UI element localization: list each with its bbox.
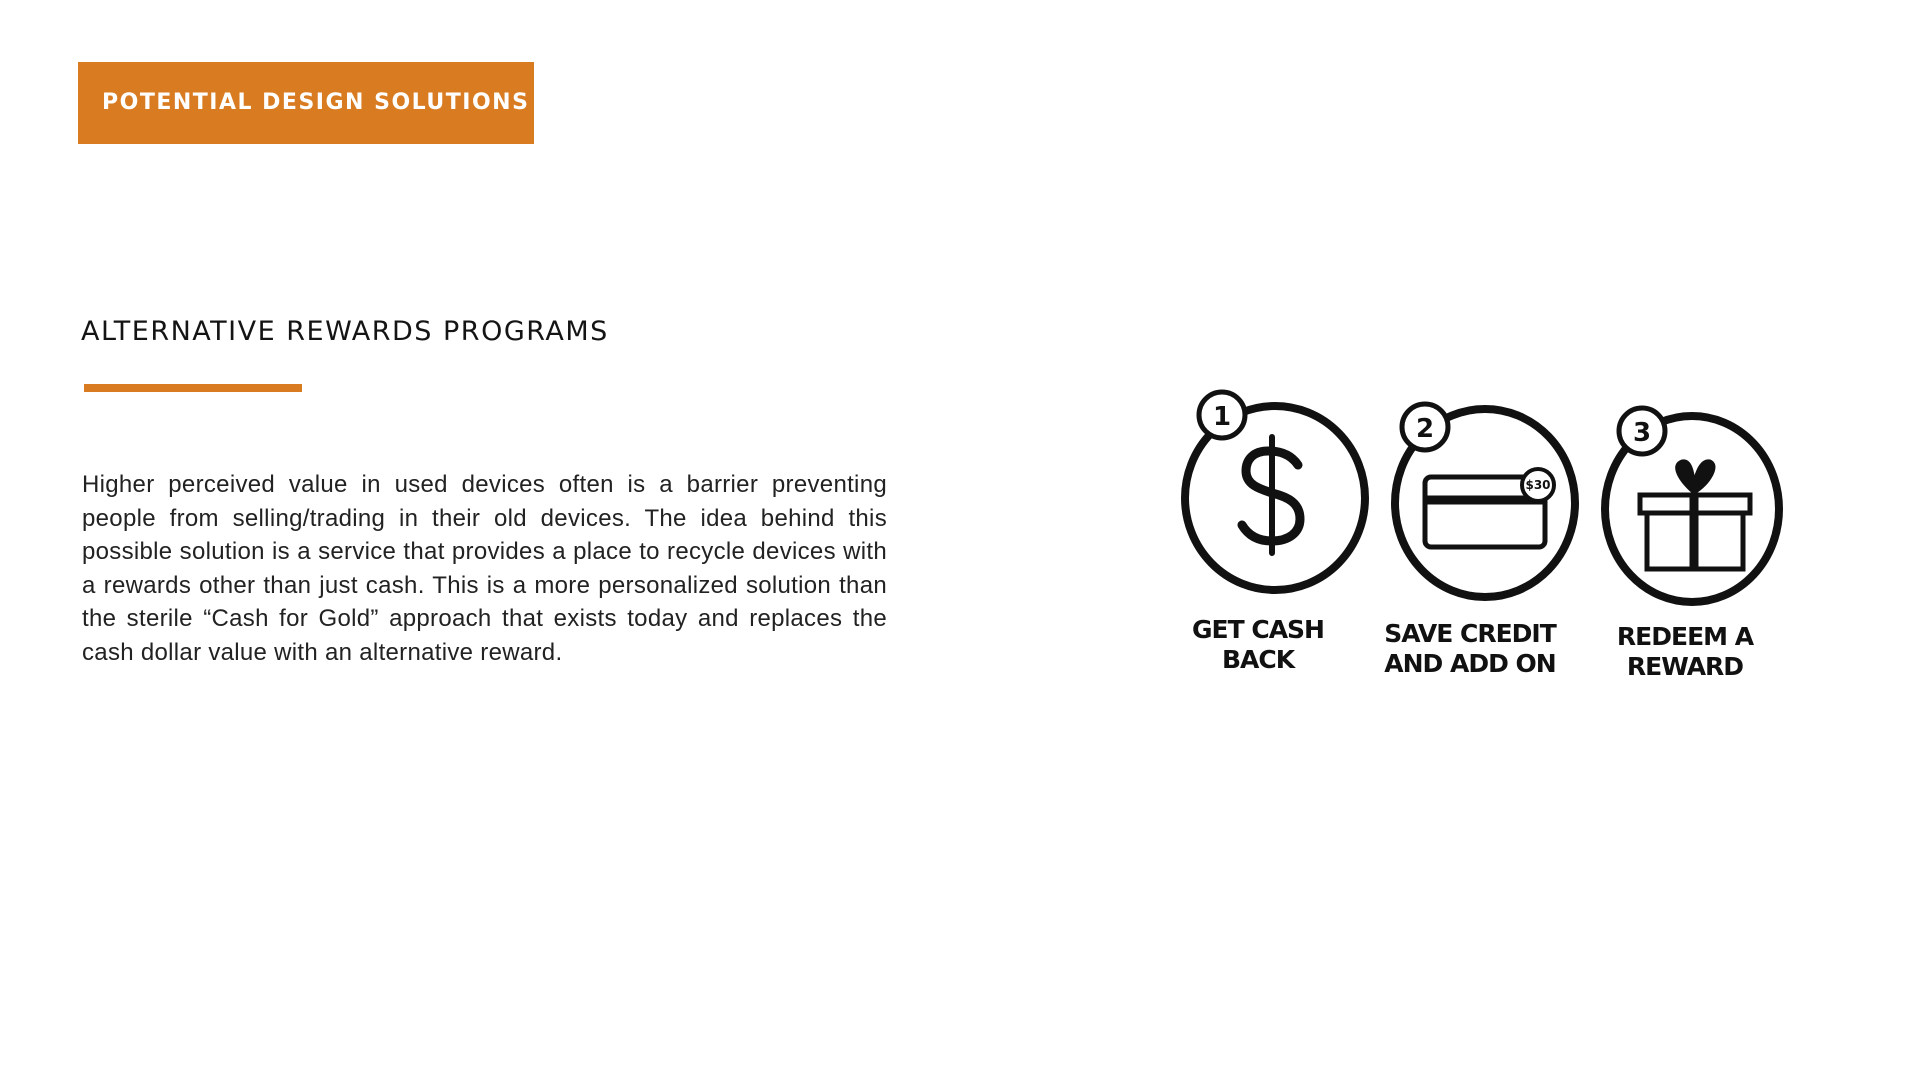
step-3 bbox=[1605, 408, 1779, 602]
steps-illustration bbox=[1170, 385, 1810, 685]
rewards-steps-sketch bbox=[1170, 385, 1810, 685]
dollar-sign-icon bbox=[1242, 437, 1300, 553]
step-1 bbox=[1185, 392, 1365, 590]
step-1-caption-line2: BACK bbox=[1221, 645, 1295, 674]
step-2 bbox=[1395, 404, 1575, 597]
step-2-number: 2 bbox=[1415, 414, 1435, 444]
page-title: ALTERNATIVE REWARDS PROGRAMS bbox=[81, 316, 609, 347]
step-1-caption-line1: GET CASH bbox=[1192, 615, 1324, 644]
section-tag-label: POTENTIAL DESIGN SOLUTIONS bbox=[102, 90, 530, 115]
step-1-number: 1 bbox=[1212, 402, 1232, 432]
gift-box-icon bbox=[1640, 461, 1750, 571]
step-2-caption-line1: SAVE CREDIT bbox=[1384, 619, 1556, 648]
title-underline bbox=[84, 384, 302, 392]
step-3-number: 3 bbox=[1632, 418, 1652, 448]
section-tag bbox=[78, 62, 534, 144]
body-paragraph: Higher perceived value in used devices often is a barrier preventing people from selling/trading in their old devices. The idea behind this possible solution is a service that provides a place to recycle devices with a rewards other than just cash. This is a more personalized solution than the sterile “Cash for Gold” approach that exists today and replaces the cash dollar value with an alternative reward. bbox=[82, 471, 887, 666]
step-3-caption-line1: REDEEM A bbox=[1616, 622, 1754, 651]
step-2-caption-line2: AND ADD ON bbox=[1384, 649, 1556, 678]
price-badge-label: $30 bbox=[1525, 478, 1551, 492]
step-3-caption-line2: REWARD bbox=[1626, 652, 1744, 681]
